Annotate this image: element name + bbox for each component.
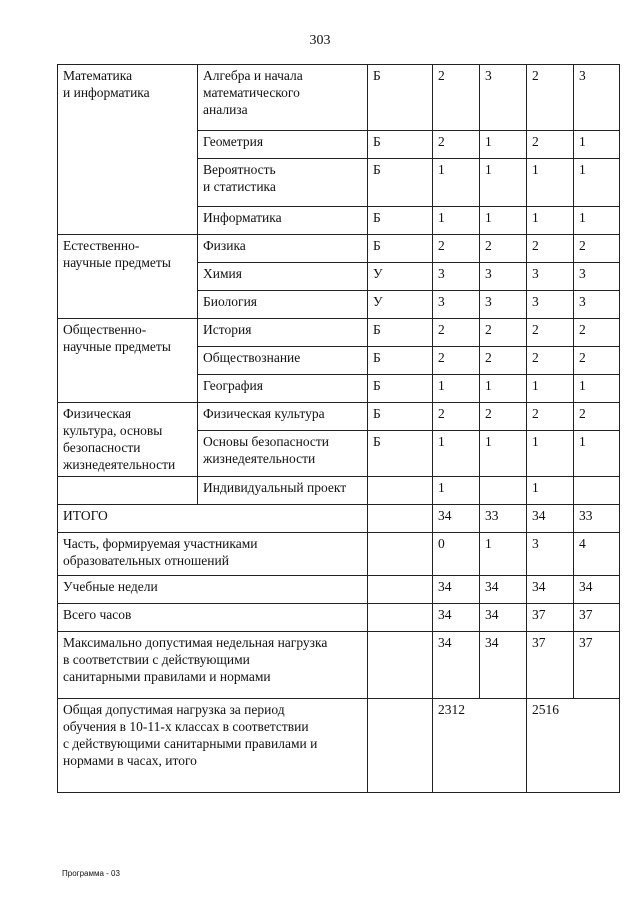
hours-cell: 1 (480, 375, 527, 403)
hours-cell: 1 (480, 431, 527, 477)
subject-level: Б (368, 403, 433, 431)
curriculum-table (57, 64, 620, 793)
hours-cell: 2 (574, 347, 620, 375)
subject-name: История (198, 319, 368, 347)
summary-label: Учебные недели (58, 576, 368, 604)
summary-row (58, 505, 620, 533)
summary-row (58, 576, 620, 604)
subject-name: Вероятность и статистика (198, 159, 368, 207)
hours-cell: 3 (574, 65, 620, 131)
hours-cell: 2 (574, 319, 620, 347)
summary-value: 3 (527, 533, 574, 576)
hours-cell: 3 (480, 291, 527, 319)
hours-cell: 1 (433, 207, 480, 235)
summary-level-empty (368, 576, 433, 604)
summary-value: 34 (433, 505, 480, 533)
hours-cell: 1 (480, 131, 527, 159)
summary-value: 34 (480, 604, 527, 632)
summary-value: 34 (527, 505, 574, 533)
total-load-value: 2516 (527, 699, 620, 793)
subject-row (58, 235, 620, 263)
summary-value: 37 (574, 632, 620, 699)
hours-cell (574, 477, 620, 505)
subject-level: Б (368, 207, 433, 235)
subject-level: Б (368, 159, 433, 207)
subject-level (368, 477, 433, 505)
hours-cell: 3 (480, 65, 527, 131)
hours-cell: 2 (527, 319, 574, 347)
summary-level-empty (368, 533, 433, 576)
hours-cell: 3 (527, 291, 574, 319)
hours-cell: 2 (574, 403, 620, 431)
subject-name: Обществознание (198, 347, 368, 375)
subject-area (58, 477, 198, 505)
hours-cell: 2 (527, 65, 574, 131)
subject-level: У (368, 291, 433, 319)
hours-cell: 3 (574, 291, 620, 319)
hours-cell: 2 (433, 131, 480, 159)
summary-value: 33 (574, 505, 620, 533)
summary-label: Всего часов (58, 604, 368, 632)
summary-row (58, 632, 620, 699)
subject-level: У (368, 263, 433, 291)
hours-cell: 1 (433, 477, 480, 505)
subject-area: Физическая культура, основы безопасности жизнедеятельности (58, 403, 198, 477)
hours-cell: 1 (574, 207, 620, 235)
hours-cell: 2 (433, 65, 480, 131)
summary-value: 1 (480, 533, 527, 576)
hours-cell: 2 (433, 403, 480, 431)
subject-name: Информатика (198, 207, 368, 235)
subject-area: Общественно- научные предметы (58, 319, 198, 403)
hours-cell: 2 (433, 319, 480, 347)
hours-cell: 2 (433, 347, 480, 375)
hours-cell: 1 (527, 159, 574, 207)
subject-level: Б (368, 65, 433, 131)
summary-label: Максимально допустимая недельная нагрузка в соответствии с действующими санитарными правилами и нормами (58, 632, 368, 699)
subject-name: Биология (198, 291, 368, 319)
subject-name: Основы безопасности жизнедеятельности (198, 431, 368, 477)
hours-cell: 1 (480, 207, 527, 235)
total-load-row (58, 699, 620, 793)
summary-value: 0 (433, 533, 480, 576)
hours-cell: 3 (527, 263, 574, 291)
subject-level: Б (368, 131, 433, 159)
subject-name: Физика (198, 235, 368, 263)
total-load-level-empty (368, 699, 433, 793)
summary-level-empty (368, 604, 433, 632)
subject-area: Математика и информатика (58, 65, 198, 235)
subject-name: Индивидуальный проект (198, 477, 368, 505)
subject-name: География (198, 375, 368, 403)
summary-row (58, 533, 620, 576)
subject-level: Б (368, 431, 433, 477)
summary-value: 34 (480, 576, 527, 604)
subject-name: Химия (198, 263, 368, 291)
subject-row (58, 403, 620, 431)
hours-cell: 1 (433, 159, 480, 207)
summary-label: Часть, формируемая участниками образовательных отношений (58, 533, 368, 576)
hours-cell: 2 (574, 235, 620, 263)
hours-cell: 1 (574, 375, 620, 403)
hours-cell: 3 (433, 291, 480, 319)
summary-level-empty (368, 505, 433, 533)
summary-row (58, 604, 620, 632)
hours-cell: 2 (527, 403, 574, 431)
footer-text: Программа - 03 (62, 869, 120, 878)
hours-cell: 2 (527, 347, 574, 375)
subject-level: Б (368, 235, 433, 263)
subject-name: Физическая культура (198, 403, 368, 431)
summary-value: 37 (574, 604, 620, 632)
summary-value: 37 (527, 632, 574, 699)
hours-cell: 1 (433, 375, 480, 403)
page-number: 303 (309, 33, 331, 48)
hours-cell: 1 (480, 159, 527, 207)
summary-value: 34 (527, 576, 574, 604)
hours-cell: 2 (480, 235, 527, 263)
summary-value: 34 (433, 632, 480, 699)
hours-cell: 2 (480, 347, 527, 375)
summary-value: 34 (480, 632, 527, 699)
subject-row (58, 477, 620, 505)
subject-name: Алгебра и начала математического анализа (198, 65, 368, 131)
hours-cell: 3 (480, 263, 527, 291)
subject-name: Геометрия (198, 131, 368, 159)
subject-row (58, 65, 620, 131)
hours-cell: 2 (527, 235, 574, 263)
summary-value: 37 (527, 604, 574, 632)
summary-value: 34 (574, 576, 620, 604)
hours-cell: 3 (574, 263, 620, 291)
hours-cell: 2 (480, 319, 527, 347)
hours-cell: 1 (527, 477, 574, 505)
subject-level: Б (368, 319, 433, 347)
total-load-label: Общая допустимая нагрузка за период обучения в 10-11-х классах в соответствии с действующими санитарными правилами и нормами в часах, итого (58, 699, 368, 793)
hours-cell: 2 (527, 131, 574, 159)
summary-value: 34 (433, 604, 480, 632)
summary-level-empty (368, 632, 433, 699)
subject-level: Б (368, 375, 433, 403)
summary-label: ИТОГО (58, 505, 368, 533)
subject-level: Б (368, 347, 433, 375)
hours-cell: 1 (433, 431, 480, 477)
hours-cell: 2 (433, 235, 480, 263)
hours-cell: 1 (574, 431, 620, 477)
summary-value: 4 (574, 533, 620, 576)
subject-row (58, 319, 620, 347)
hours-cell (480, 477, 527, 505)
summary-value: 34 (433, 576, 480, 604)
hours-cell: 1 (574, 131, 620, 159)
hours-cell: 1 (527, 375, 574, 403)
hours-cell: 1 (527, 207, 574, 235)
summary-value: 33 (480, 505, 527, 533)
hours-cell: 1 (527, 431, 574, 477)
total-load-value: 2312 (433, 699, 527, 793)
subject-area: Естественно- научные предметы (58, 235, 198, 319)
hours-cell: 2 (480, 403, 527, 431)
hours-cell: 3 (433, 263, 480, 291)
hours-cell: 1 (574, 159, 620, 207)
